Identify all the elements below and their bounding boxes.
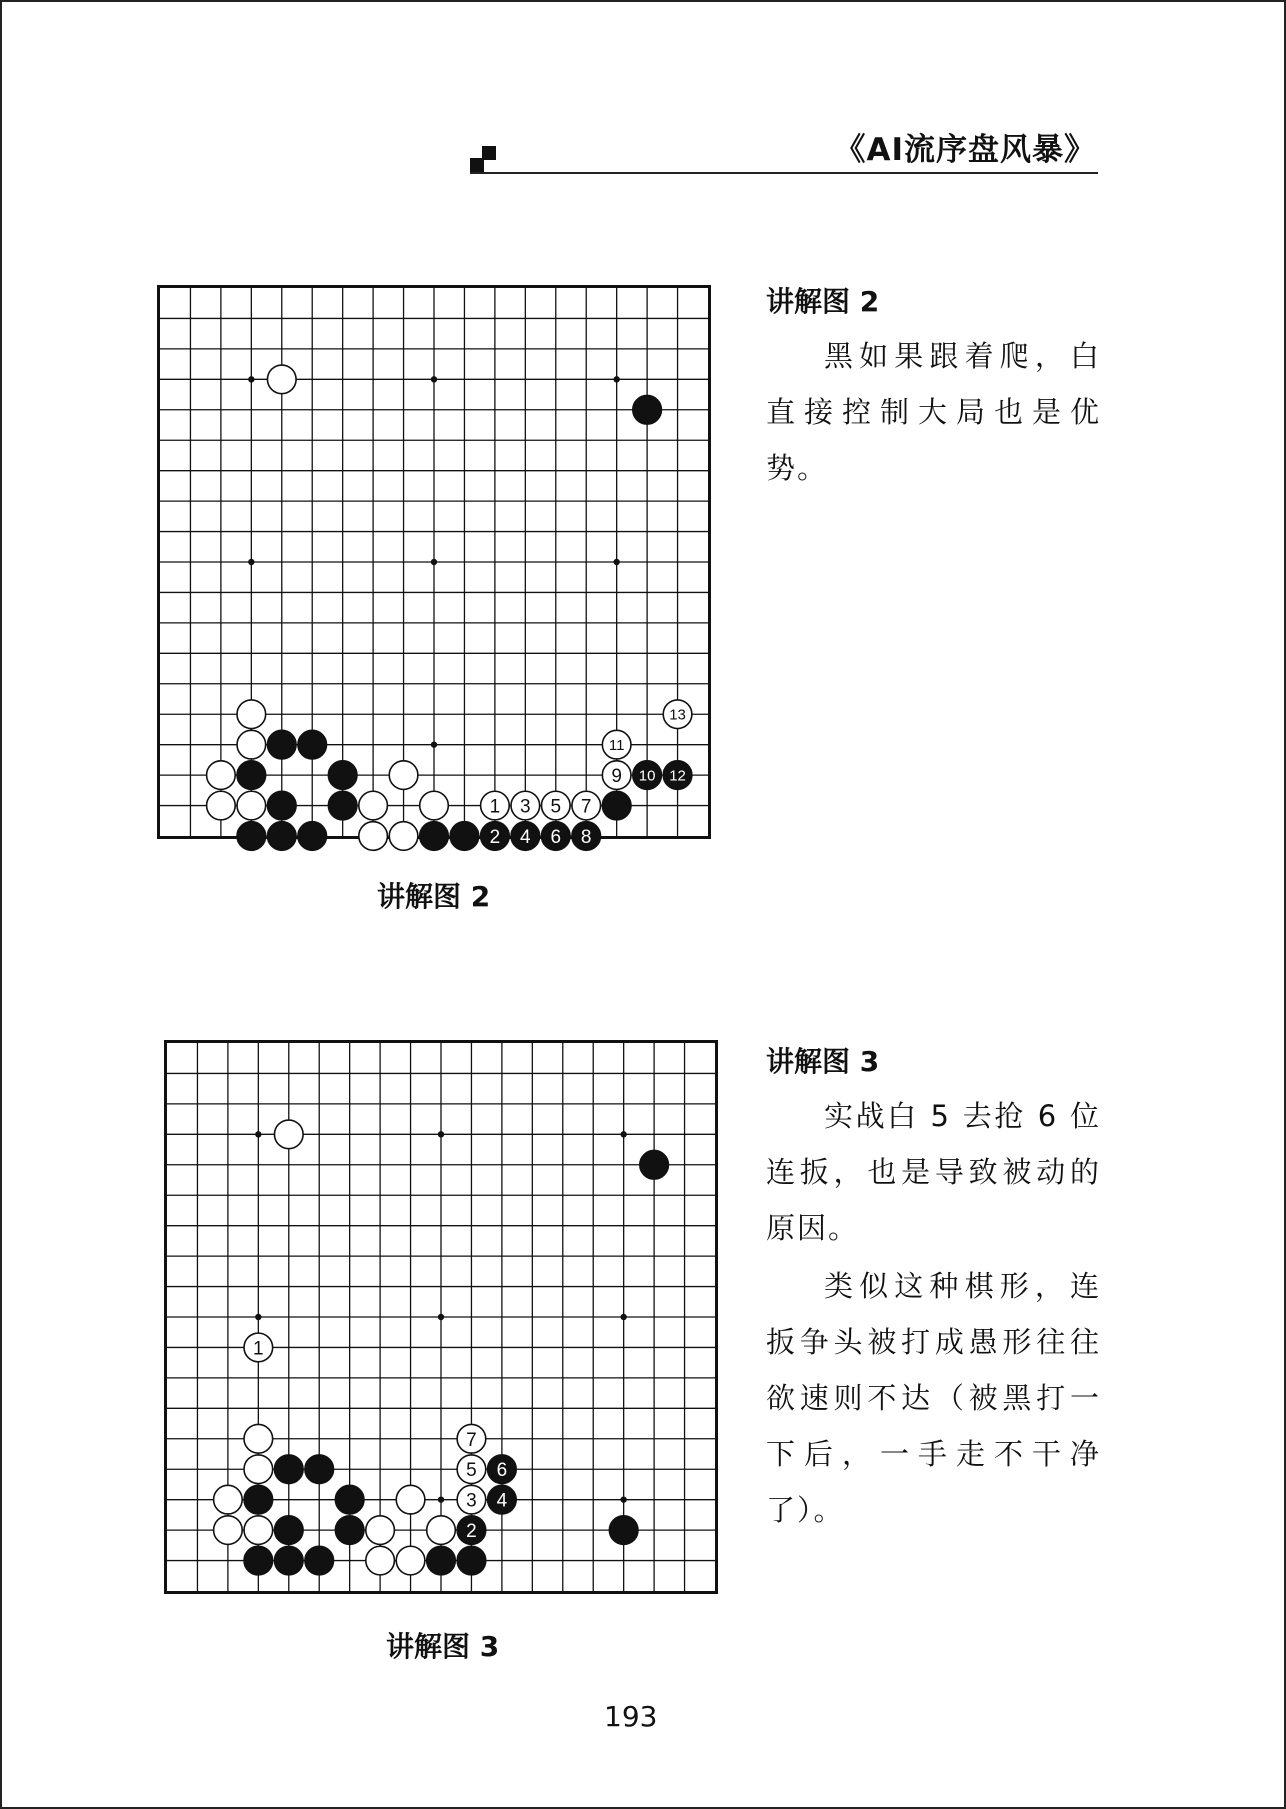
- go-board-fig2: [157, 285, 711, 848]
- black-stone: [640, 1150, 669, 1179]
- star-point: [248, 559, 254, 565]
- star-point: [248, 376, 254, 382]
- black-stone: [244, 1485, 273, 1514]
- move-number: 9: [611, 766, 622, 788]
- black-stone: [274, 1516, 303, 1545]
- move-number: 1: [489, 796, 501, 818]
- white-stone: [237, 791, 266, 820]
- black-stone: [450, 822, 479, 851]
- white-stone: [457, 1485, 486, 1514]
- go-board-fig3-svg: [167, 1043, 715, 1591]
- black-stone: [237, 761, 266, 790]
- move-number: 5: [466, 1460, 477, 1482]
- figure-paragraph: 类似这种棋形，连扳争头被打成愚形往往欲速则不达（被黑打一下后，一手走不干净了）。: [766, 1269, 1101, 1527]
- white-stone: [244, 1455, 273, 1484]
- white-stone: [207, 791, 236, 820]
- white-stone: [396, 1485, 425, 1514]
- move-number: 3: [520, 796, 531, 818]
- move-number: 6: [550, 827, 562, 848]
- header-rule: [470, 172, 1098, 174]
- move-number: 7: [580, 796, 592, 818]
- black-stone: [572, 822, 601, 851]
- black-stone: [305, 1546, 334, 1575]
- black-stone: [541, 822, 570, 851]
- move-number: 4: [496, 1490, 508, 1512]
- figure-title-3: 讲解图 3: [766, 1045, 880, 1078]
- star-point: [431, 741, 437, 747]
- white-stone: [389, 822, 418, 851]
- black-stone: [298, 822, 327, 851]
- figure-description-3: [766, 1040, 1101, 1540]
- star-point: [438, 1496, 444, 1502]
- black-stone: [633, 395, 662, 424]
- move-number: 2: [466, 1521, 477, 1543]
- star-point: [431, 376, 437, 382]
- move-number: 6: [496, 1460, 508, 1482]
- black-stone: [511, 822, 540, 851]
- white-stone: [366, 1516, 395, 1545]
- white-stone: [237, 700, 266, 729]
- figure-caption-3: 讲解图 3: [386, 1630, 500, 1663]
- star-point: [431, 559, 437, 565]
- black-stone: [481, 822, 510, 851]
- white-stone: [207, 761, 236, 790]
- figure-description-2: [766, 280, 1101, 498]
- go-board-fig3: [164, 1040, 718, 1594]
- black-stone: [609, 1516, 638, 1545]
- white-stone: [237, 730, 266, 759]
- move-number: 1: [253, 1338, 264, 1360]
- black-stone: [267, 822, 296, 851]
- black-stone: [328, 791, 357, 820]
- white-stone: [244, 1516, 273, 1545]
- black-stone: [267, 791, 296, 820]
- white-stone: [457, 1424, 486, 1453]
- black-stone: [427, 1546, 456, 1575]
- move-number: 3: [466, 1490, 477, 1512]
- black-stone: [298, 730, 327, 759]
- star-point: [438, 1131, 444, 1137]
- white-stone: [214, 1485, 243, 1514]
- star-point: [438, 1314, 444, 1320]
- black-stone: [328, 761, 357, 790]
- white-stone: [481, 791, 510, 820]
- white-stone: [663, 700, 692, 729]
- move-number: 8: [580, 827, 592, 848]
- white-stone: [389, 761, 418, 790]
- black-stone: [305, 1455, 334, 1484]
- black-stone: [457, 1546, 486, 1575]
- black-stone: [488, 1455, 517, 1484]
- figure-caption-2: 讲解图 2: [377, 880, 491, 913]
- white-stone: [214, 1516, 243, 1545]
- move-number: 12: [669, 767, 686, 785]
- star-point: [613, 559, 619, 565]
- move-number: 7: [466, 1429, 477, 1451]
- black-stone: [457, 1516, 486, 1545]
- star-point: [255, 1314, 261, 1320]
- white-stone: [244, 1424, 273, 1453]
- black-stone: [237, 822, 266, 851]
- move-number: 5: [550, 796, 562, 818]
- figure-title-2: 讲解图 2: [766, 285, 880, 318]
- star-point: [620, 1496, 626, 1502]
- move-number: 10: [638, 767, 656, 785]
- white-stone: [359, 822, 388, 851]
- figure-paragraph: 黑如果跟着爬，白直接控制大局也是优势。: [766, 339, 1101, 485]
- star-point: [255, 1131, 261, 1137]
- white-stone: [420, 791, 449, 820]
- page-number: 193: [604, 1700, 658, 1733]
- book-title: 《AI流序盘风暴》: [834, 132, 1096, 168]
- star-point: [620, 1131, 626, 1137]
- white-stone: [366, 1546, 395, 1575]
- black-stone: [602, 791, 631, 820]
- white-stone: [427, 1516, 456, 1545]
- star-point: [613, 376, 619, 382]
- white-stone: [274, 1120, 303, 1149]
- black-stone: [274, 1546, 303, 1575]
- white-stone: [541, 791, 570, 820]
- figure-paragraph: 实战白 5 去抢 6 位连扳，也是导致被动的原因。: [766, 1099, 1101, 1245]
- white-stone: [457, 1455, 486, 1484]
- white-stone: [602, 761, 631, 790]
- move-number: 11: [608, 737, 625, 755]
- black-stone: [244, 1546, 273, 1575]
- white-stone: [396, 1546, 425, 1575]
- white-stone: [572, 791, 601, 820]
- black-stone: [663, 761, 692, 790]
- black-stone: [267, 730, 296, 759]
- black-stone: [335, 1516, 364, 1545]
- move-number: 13: [669, 706, 686, 724]
- move-number: 4: [520, 827, 531, 848]
- go-board-fig2-svg: [160, 288, 708, 848]
- star-point: [620, 1314, 626, 1320]
- white-stone: [511, 791, 540, 820]
- black-stone: [488, 1485, 517, 1514]
- black-stone: [633, 761, 662, 790]
- black-stone: [420, 822, 449, 851]
- black-stone: [335, 1485, 364, 1514]
- white-stone: [267, 365, 296, 394]
- white-stone: [602, 730, 631, 759]
- white-stone: [359, 791, 388, 820]
- black-stone: [274, 1455, 303, 1484]
- white-stone: [244, 1333, 273, 1362]
- move-number: 2: [489, 827, 501, 848]
